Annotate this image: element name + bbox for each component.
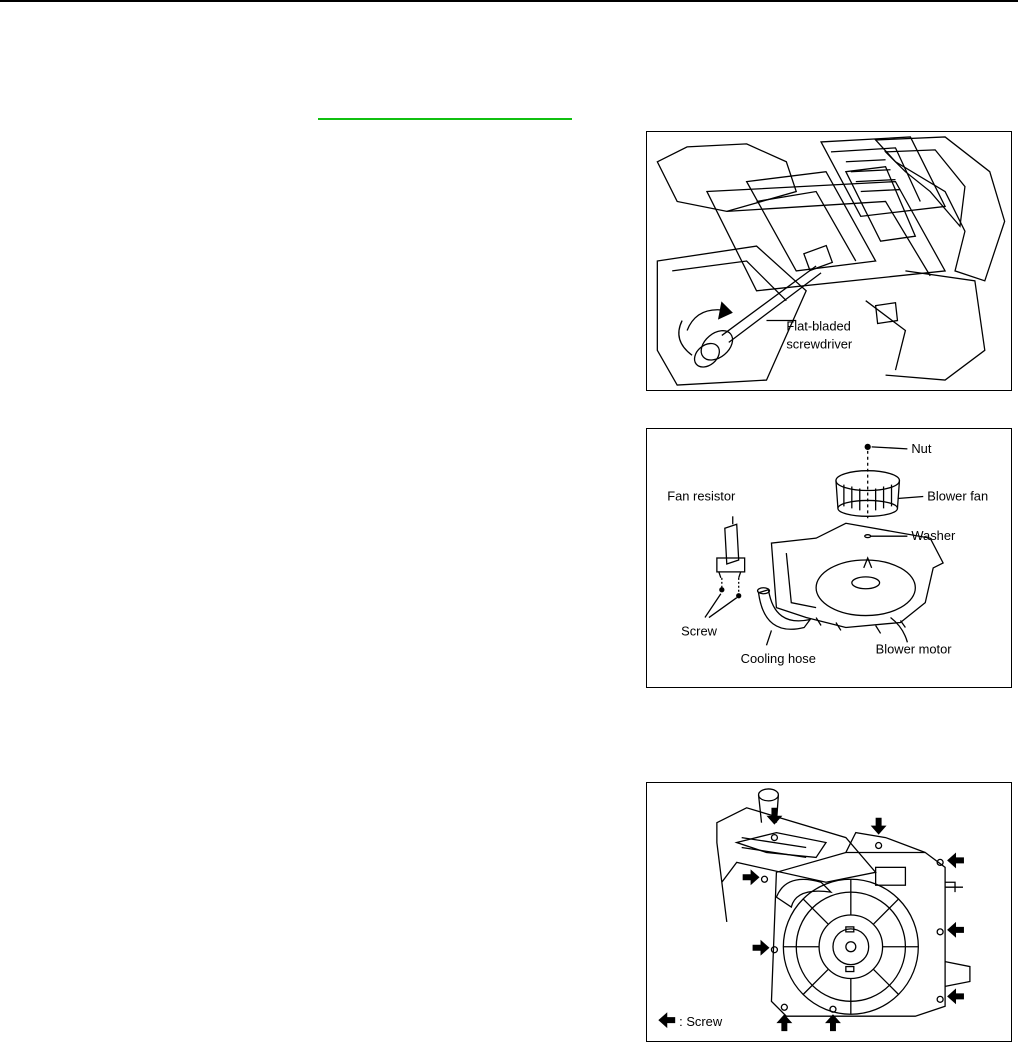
screwdriver-label-line1: Flat-bladed [786,318,851,334]
figure-blower-unit-screws [646,782,1012,1042]
label-nut: Nut [911,440,932,456]
hyperlink-underline[interactable] [318,118,572,120]
figure-screwdriver-release [646,131,1012,391]
figure-blower-unit-illustration [647,783,1011,1041]
label-washer: Washer [911,528,956,544]
label-blower-fan: Blower fan [927,488,989,504]
legend-screw-text: : Screw [679,1014,723,1030]
figure-screwdriver-release-illustration [647,132,1011,390]
screwdriver-label-line2: screwdriver [786,336,853,352]
label-cooling-hose: Cooling hose [740,651,816,667]
label-blower-motor: Blower motor [875,641,952,657]
figure-blower-motor-exploded [646,428,1012,688]
label-screw: Screw [681,623,717,639]
figure-blower-motor-illustration [647,429,1011,687]
label-fan-resistor: Fan resistor [667,488,736,504]
top-rule [0,0,1018,2]
